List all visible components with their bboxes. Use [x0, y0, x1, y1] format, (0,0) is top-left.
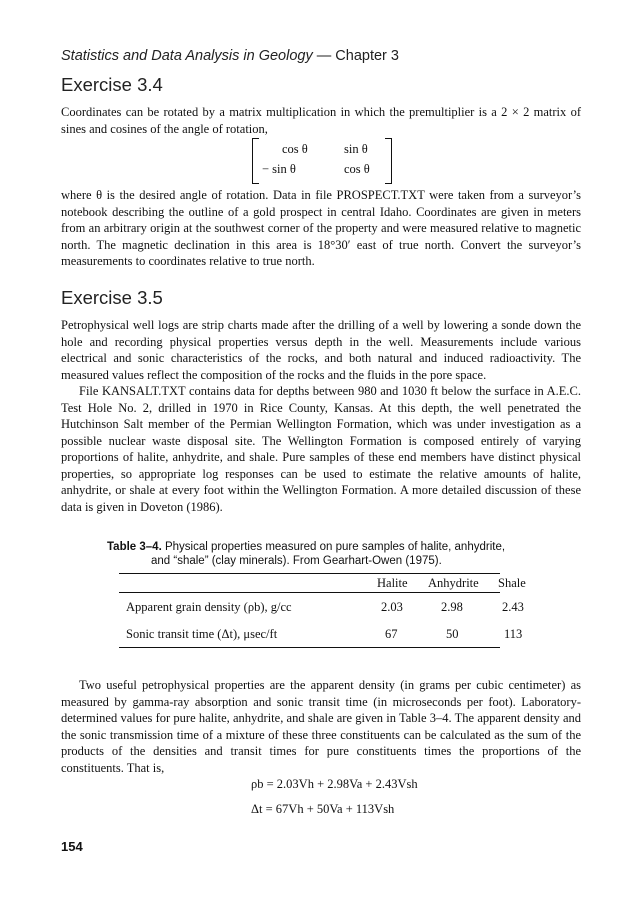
exercise-3-4-heading: Exercise 3.4	[61, 74, 163, 95]
table-header-anhydrite: Anhydrite	[428, 576, 479, 590]
equation-sonic: Δt = 67Vh + 50Va + 113Vsh	[251, 802, 395, 816]
table-header-halite: Halite	[377, 576, 408, 590]
matrix-cell-r1c2: sin θ	[344, 142, 368, 156]
equation-density: ρb = 2.03Vh + 2.98Va + 2.43Vsh	[251, 777, 418, 791]
table-row-sonic-shale: 113	[504, 627, 523, 641]
table-bottom-rule	[119, 647, 500, 648]
chapter-label: Chapter 3	[335, 48, 399, 64]
book-title: Statistics and Data Analysis in Geology	[61, 48, 313, 64]
table-row-sonic-halite: 67	[385, 627, 398, 641]
table-row-density-anhydrite: 2.98	[441, 600, 463, 614]
table-row-density-label: Apparent grain density (ρb), g/cc	[126, 600, 292, 614]
running-head-separator: —	[312, 48, 336, 64]
table-row-density-shale: 2.43	[502, 600, 524, 614]
table-caption-line-1: Physical properties measured on pure samples of halite, anhydrite,	[164, 541, 506, 553]
table-caption-line-2: and “shale” (clay minerals). From Gearhart-Owen (1975).	[151, 555, 442, 567]
matrix-cell-r2c2: cos θ	[344, 162, 370, 176]
table-header-rule	[119, 592, 500, 593]
exercise-3-4-body: where θ is the desired angle of rotation. Data in file PROSPECT.TXT were taken from a surveyor’s notebook describing the outline of a gold prospect in central Idaho. Coordinates are given in meters from an arbitrary origin at the southwest corner of the property and were measured relative to magnetic north. The magnetic declination in this area is 18°30′ east of true north. Convert the surveyor’s measurements to coordinates relative to true north.	[61, 188, 581, 268]
table-caption	[107, 540, 567, 568]
table-caption-label: Table 3–4.	[107, 541, 162, 553]
matrix-cell-r2c1: − sin θ	[262, 162, 296, 176]
table-row-sonic-anhydrite: 50	[446, 627, 459, 641]
table-header-shale: Shale	[498, 576, 526, 590]
matrix-right-bracket	[385, 138, 392, 184]
matrix-left-bracket	[252, 138, 259, 184]
exercise-3-5-para-1: Petrophysical well logs are strip charts made after the drilling of a well by lowering a sonde down the hole and recording physical properties versus depth in the well. Measurements include various electrical and sonic characteristics of the rocks, and both natural and induced radioactivity. The measured values reflect the composition of the rocks and the fluids in the pore space.	[61, 318, 581, 382]
table-row-sonic-label: Sonic transit time (Δt), μsec/ft	[126, 627, 278, 641]
exercise-3-4-intro: Coordinates can be rotated by a matrix multiplication in which the premultiplier is a 2 × 2 matrix of sines and cosines of the angle of rotation,	[61, 105, 581, 136]
matrix-cell-r1c1: cos θ	[282, 142, 308, 156]
rotation-matrix	[252, 138, 392, 182]
running-head	[61, 48, 581, 64]
exercise-3-5-para-2: File KANSALT.TXT contains data for depths between 980 and 1030 ft below the surface in A.E.C. Test Hole No. 2, drilled in 1970 in Rice County, Kansas. At this depth, the well penetrated the Hutchinson Salt member of the Permian Wellington Formation, which was under investigation as a possible nuclear waste disposal site. The Wellington Formation is composed entirely of varying proportions of halite, anhydrite, and shale. Pure samples of these end members have distinct physical properties, so appropriate log responses can be used to estimate the relative amounts of halite, anhydrite, or shale at every foot within the Wellington Formation. A more detailed discussion of these data is given in Doveton (1986).	[61, 384, 581, 514]
exercise-3-5-heading: Exercise 3.5	[61, 287, 163, 308]
exercise-3-5-para-3: Two useful petrophysical properties are the apparent density (in grams per cubic centimeter) as measured by gamma-ray absorption and sonic transit time (in microseconds per foot). Laboratory-determined values for pure halite, anhydrite, and shale are given in Table 3–4. The apparent density and the sonic transmission time of a mixture of these three constituents can be calculated as the sum of the products of the densities and transit times for pure constituents times the proportions of the constituents. That is,	[61, 678, 581, 775]
table-row-density-halite: 2.03	[381, 600, 403, 614]
table-top-rule	[119, 573, 500, 574]
page-number: 154	[61, 839, 83, 854]
